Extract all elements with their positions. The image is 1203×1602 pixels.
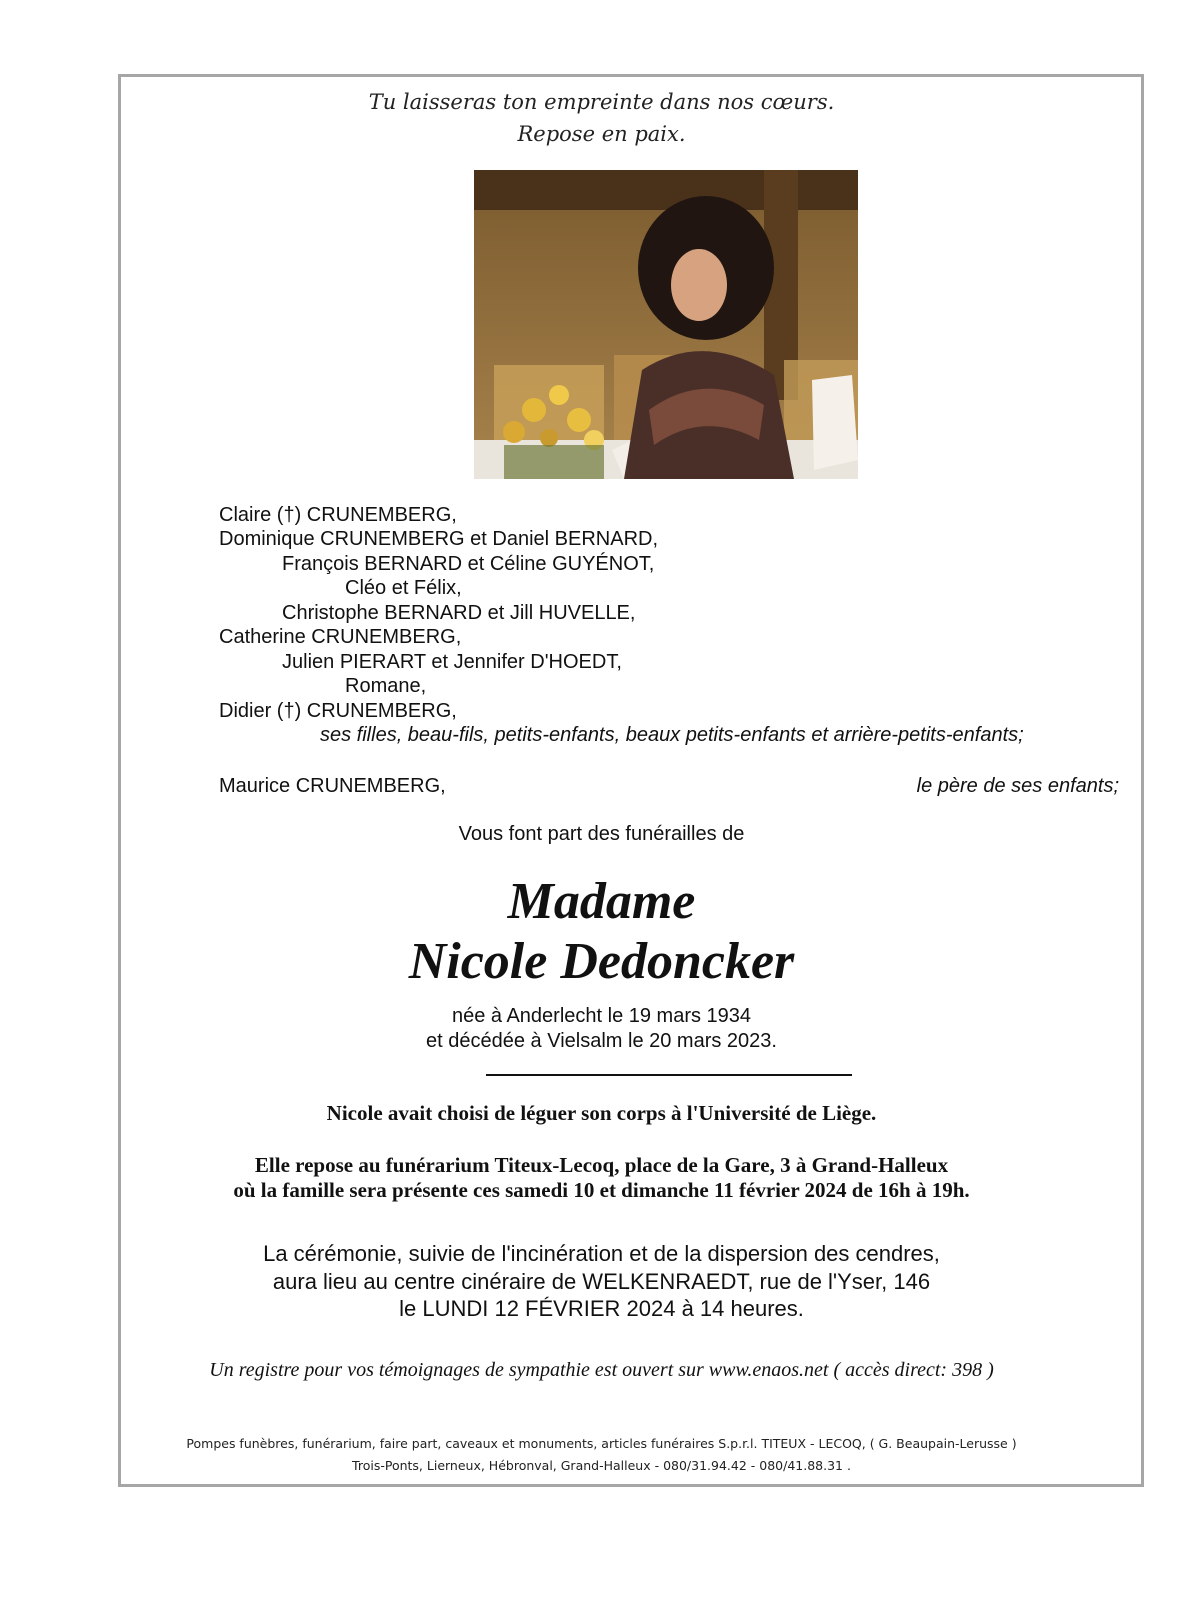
family-member: Catherine CRUNEMBERG, [219, 626, 462, 648]
birth-info: née à Anderlecht le 19 mars 1934 [451, 1005, 752, 1027]
family-member: Dominique CRUNEMBERG et Daniel BERNARD, [219, 528, 659, 550]
family-member: Cléo et Félix, [345, 577, 462, 599]
announce-text: Vous font part des funérailles de [458, 823, 745, 845]
family-relation: ses filles, beau-fils, petits-enfants, beaux petits-enfants et arrière-petits-enfants; [320, 724, 1024, 746]
visitation-line-1: Elle repose au funérarium Titeux-Lecoq, place de la Gare, 3 à Grand-Halleux [254, 1153, 949, 1177]
footer-line-1: Pompes funèbres, funérarium, faire part, caveaux et monuments, articles funéraires S.p.r.l. TITEUX - LECOQ, ( G. Beaupain-Lerusse ) [186, 1436, 1017, 1451]
deceased-salutation: Madame [507, 873, 696, 930]
deceased-name: Nicole Dedoncker [408, 933, 795, 990]
registry-text: Un registre pour vos témoignages de sympathie est ouvert sur www.enaos.net ( accès direct: 398 ) [209, 1359, 994, 1381]
epitaph-line-2: Repose en paix. [517, 122, 686, 146]
family-member: Romane, [345, 675, 427, 697]
father-relation: le père de ses enfants; [916, 775, 1119, 797]
family-member: Julien PIERART et Jennifer D'HOEDT, [282, 651, 622, 673]
death-info: et décédée à Vielsalm le 20 mars 2023. [426, 1030, 777, 1052]
visitation-line-2: où la famille sera présente ces samedi 10 et dimanche 11 février 2024 de 16h à 19h. [233, 1178, 970, 1202]
family-member: Christophe BERNARD et Jill HUVELLE, [282, 602, 636, 624]
family-member: Didier (†) CRUNEMBERG, [219, 700, 457, 722]
body-donation-text: Nicole avait choisi de léguer son corps à l'Université de Liège. [326, 1101, 877, 1125]
family-member: François BERNARD et Céline GUYÉNOT, [282, 553, 655, 575]
family-member: Claire (†) CRUNEMBERG, [219, 504, 457, 526]
epitaph-line-1: Tu laisseras ton empreinte dans nos cœurs. [368, 90, 835, 114]
ceremony-line-3: le LUNDI 12 FÉVRIER 2024 à 14 heures. [399, 1296, 804, 1321]
divider [486, 1074, 852, 1076]
ceremony-line-1: La cérémonie, suivie de l'incinération et de la dispersion des cendres, [263, 1241, 940, 1266]
ceremony-line-2: aura lieu au centre cinéraire de WELKENRAEDT, rue de l'Yser, 146 [272, 1269, 931, 1294]
father-name: Maurice CRUNEMBERG, [219, 775, 446, 797]
footer-line-2: Trois-Ponts, Lierneux, Hébronval, Grand-Halleux - 080/31.94.42 - 080/41.88.31 . [352, 1458, 851, 1473]
portrait-photo [474, 170, 858, 479]
